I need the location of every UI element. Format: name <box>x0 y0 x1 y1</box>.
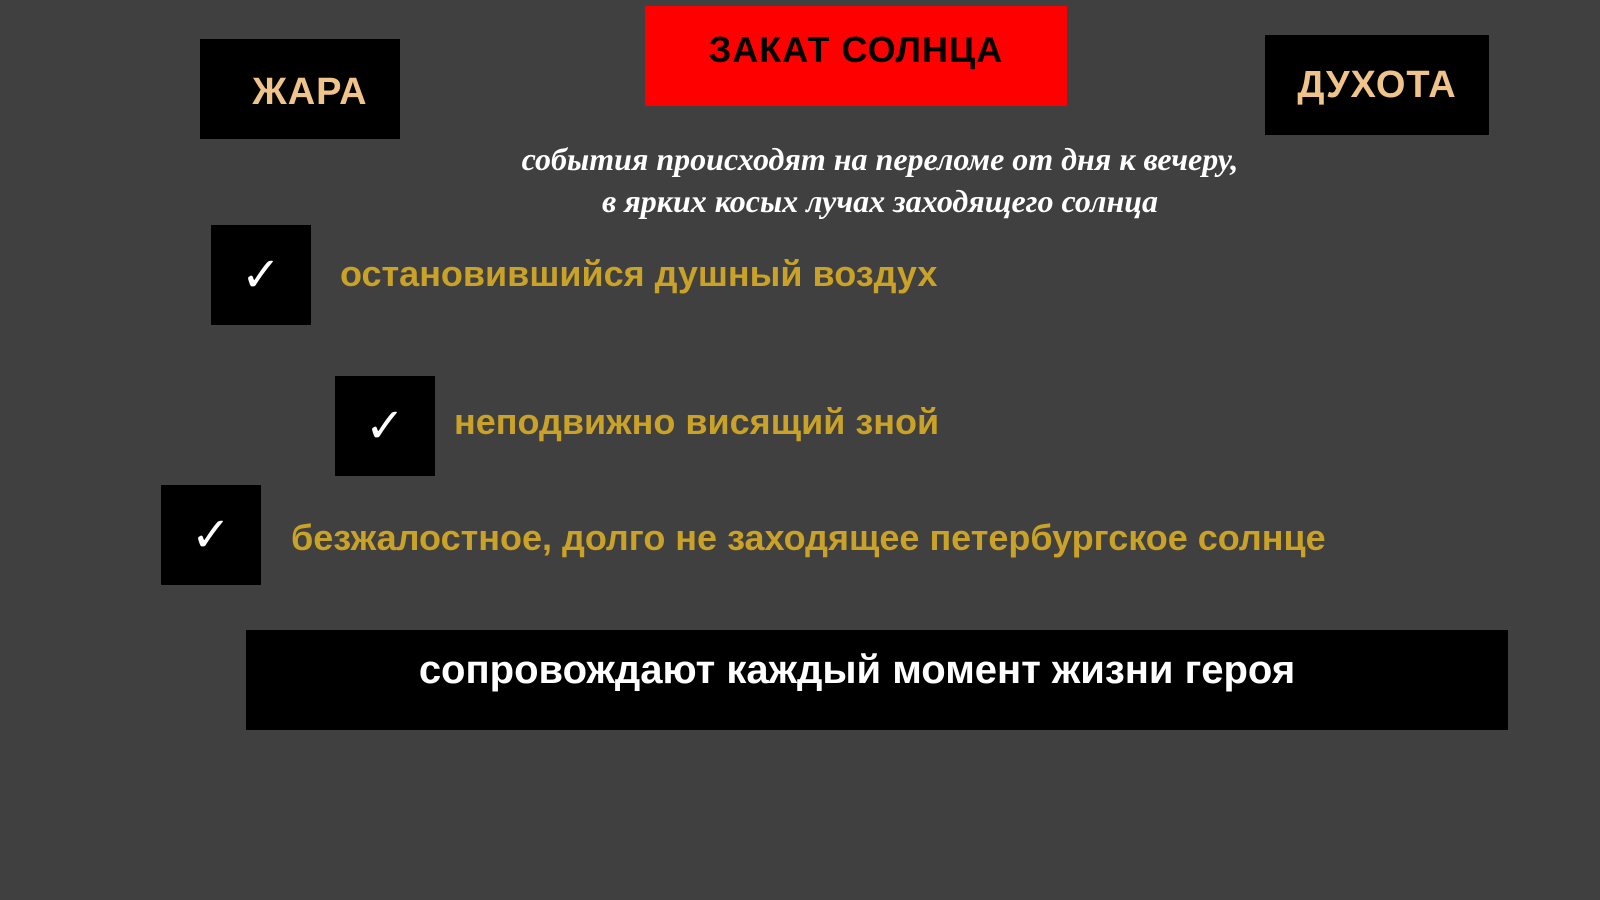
checkmark-icon: ✓ <box>240 247 282 303</box>
subtitle-line-1: события происходят на переломе от дня к вечеру, <box>521 141 1239 177</box>
tag-heat-box <box>200 39 400 139</box>
point-3-check-box <box>161 485 261 585</box>
tag-heat-label: ЖАРА <box>252 70 368 113</box>
point-3-text: безжалостное, долго не заходящее петербургское солнце <box>291 517 1326 558</box>
point-2-text: неподвижно висящий зной <box>454 401 940 442</box>
slide-title: ЗАКАТ СОЛНЦА <box>708 29 1004 70</box>
point-1-check-box <box>211 225 311 325</box>
summary-text: сопровождают каждый момент жизни героя <box>418 648 1296 692</box>
checkmark-icon: ✓ <box>364 398 406 454</box>
summary-box <box>246 630 1508 730</box>
subtitle <box>380 138 1380 222</box>
tag-stuffiness-label: ДУХОТА <box>1297 63 1457 106</box>
title-box <box>645 6 1067 106</box>
subtitle-line-2: в ярких косых лучах заходящего солнца <box>601 183 1159 219</box>
checkmark-icon: ✓ <box>190 507 232 563</box>
point-2-check-box <box>335 376 435 476</box>
tag-stuffiness-box <box>1265 35 1489 135</box>
point-1-text: остановившийся душный воздух <box>340 253 938 294</box>
